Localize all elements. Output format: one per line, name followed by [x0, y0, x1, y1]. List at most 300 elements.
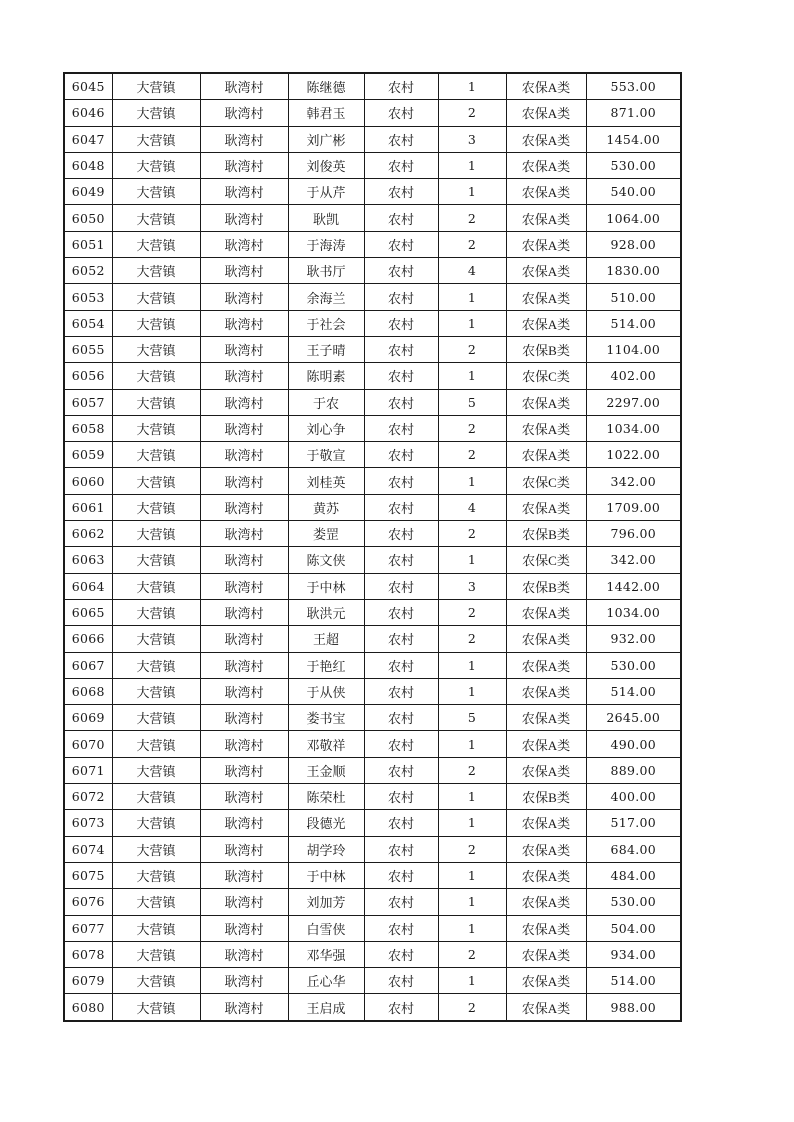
cell-amount: 928.00	[586, 231, 681, 257]
cell-insurance-category: 农保A类	[506, 994, 586, 1021]
cell-amount: 932.00	[586, 626, 681, 652]
cell-amount: 342.00	[586, 547, 681, 573]
cell-serial: 6077	[64, 915, 112, 941]
table-body	[64, 73, 681, 1021]
cell-insurance-category: 农保A类	[506, 678, 586, 704]
cell-name: 王金顺	[288, 757, 364, 783]
cell-town: 大营镇	[112, 968, 200, 994]
cell-residence-type: 农村	[364, 205, 438, 231]
cell-serial: 6060	[64, 468, 112, 494]
cell-insurance-category: 农保A类	[506, 941, 586, 967]
cell-person-count: 1	[438, 678, 506, 704]
cell-amount: 1442.00	[586, 573, 681, 599]
cell-residence-type: 农村	[364, 231, 438, 257]
cell-village: 耿湾村	[200, 126, 288, 152]
cell-residence-type: 农村	[364, 862, 438, 888]
cell-village: 耿湾村	[200, 363, 288, 389]
cell-residence-type: 农村	[364, 389, 438, 415]
cell-village: 耿湾村	[200, 258, 288, 284]
cell-serial: 6076	[64, 889, 112, 915]
cell-amount: 530.00	[586, 652, 681, 678]
table-row	[64, 862, 681, 888]
cell-town: 大营镇	[112, 310, 200, 336]
table-row	[64, 363, 681, 389]
cell-person-count: 1	[438, 73, 506, 100]
cell-town: 大营镇	[112, 889, 200, 915]
cell-name: 陈荣杜	[288, 784, 364, 810]
cell-person-count: 3	[438, 573, 506, 599]
cell-name: 白雪侠	[288, 915, 364, 941]
cell-name: 于社会	[288, 310, 364, 336]
cell-serial: 6070	[64, 731, 112, 757]
cell-village: 耿湾村	[200, 705, 288, 731]
cell-person-count: 2	[438, 521, 506, 547]
cell-insurance-category: 农保A类	[506, 599, 586, 625]
cell-village: 耿湾村	[200, 626, 288, 652]
table-row	[64, 152, 681, 178]
cell-town: 大营镇	[112, 389, 200, 415]
cell-person-count: 5	[438, 705, 506, 731]
cell-name: 于从侠	[288, 678, 364, 704]
cell-serial: 6064	[64, 573, 112, 599]
cell-name: 王启成	[288, 994, 364, 1021]
cell-village: 耿湾村	[200, 494, 288, 520]
cell-insurance-category: 农保A类	[506, 968, 586, 994]
cell-village: 耿湾村	[200, 915, 288, 941]
cell-insurance-category: 农保A类	[506, 231, 586, 257]
cell-amount: 934.00	[586, 941, 681, 967]
table-row	[64, 915, 681, 941]
cell-residence-type: 农村	[364, 784, 438, 810]
cell-village: 耿湾村	[200, 100, 288, 126]
cell-amount: 684.00	[586, 836, 681, 862]
cell-serial: 6046	[64, 100, 112, 126]
cell-insurance-category: 农保A类	[506, 126, 586, 152]
cell-person-count: 1	[438, 784, 506, 810]
cell-serial: 6047	[64, 126, 112, 152]
cell-name: 耿书厅	[288, 258, 364, 284]
cell-amount: 514.00	[586, 678, 681, 704]
cell-village: 耿湾村	[200, 862, 288, 888]
cell-insurance-category: 农保A类	[506, 810, 586, 836]
cell-amount: 1034.00	[586, 599, 681, 625]
cell-insurance-category: 农保A类	[506, 862, 586, 888]
cell-town: 大营镇	[112, 73, 200, 100]
cell-town: 大营镇	[112, 573, 200, 599]
cell-serial: 6061	[64, 494, 112, 520]
cell-insurance-category: 农保A类	[506, 836, 586, 862]
cell-village: 耿湾村	[200, 784, 288, 810]
cell-insurance-category: 农保A类	[506, 494, 586, 520]
cell-insurance-category: 农保A类	[506, 705, 586, 731]
cell-person-count: 2	[438, 836, 506, 862]
cell-town: 大营镇	[112, 284, 200, 310]
cell-insurance-category: 农保A类	[506, 652, 586, 678]
cell-residence-type: 农村	[364, 284, 438, 310]
cell-amount: 988.00	[586, 994, 681, 1021]
cell-name: 邓敬祥	[288, 731, 364, 757]
cell-person-count: 5	[438, 389, 506, 415]
cell-residence-type: 农村	[364, 573, 438, 599]
cell-amount: 1064.00	[586, 205, 681, 231]
cell-town: 大营镇	[112, 258, 200, 284]
cell-town: 大营镇	[112, 336, 200, 362]
cell-serial: 6054	[64, 310, 112, 336]
table-row	[64, 626, 681, 652]
cell-residence-type: 农村	[364, 73, 438, 100]
cell-name: 于农	[288, 389, 364, 415]
cell-person-count: 1	[438, 363, 506, 389]
table-row	[64, 468, 681, 494]
cell-village: 耿湾村	[200, 547, 288, 573]
cell-name: 段德光	[288, 810, 364, 836]
cell-town: 大营镇	[112, 705, 200, 731]
cell-serial: 6057	[64, 389, 112, 415]
cell-town: 大营镇	[112, 862, 200, 888]
cell-name: 于海涛	[288, 231, 364, 257]
cell-residence-type: 农村	[364, 415, 438, 441]
table-row	[64, 678, 681, 704]
cell-town: 大营镇	[112, 231, 200, 257]
cell-name: 刘加芳	[288, 889, 364, 915]
cell-village: 耿湾村	[200, 231, 288, 257]
cell-residence-type: 农村	[364, 994, 438, 1021]
cell-town: 大营镇	[112, 179, 200, 205]
cell-person-count: 2	[438, 415, 506, 441]
table-row	[64, 415, 681, 441]
cell-person-count: 2	[438, 941, 506, 967]
table-row	[64, 521, 681, 547]
cell-name: 邓华强	[288, 941, 364, 967]
table-row	[64, 258, 681, 284]
cell-person-count: 2	[438, 599, 506, 625]
cell-town: 大营镇	[112, 810, 200, 836]
cell-amount: 889.00	[586, 757, 681, 783]
cell-insurance-category: 农保A类	[506, 442, 586, 468]
cell-residence-type: 农村	[364, 941, 438, 967]
cell-name: 黄苏	[288, 494, 364, 520]
cell-serial: 6055	[64, 336, 112, 362]
cell-insurance-category: 农保A类	[506, 100, 586, 126]
cell-village: 耿湾村	[200, 968, 288, 994]
cell-amount: 540.00	[586, 179, 681, 205]
table-row	[64, 547, 681, 573]
table-row	[64, 705, 681, 731]
cell-insurance-category: 农保A类	[506, 415, 586, 441]
cell-amount: 400.00	[586, 784, 681, 810]
cell-town: 大营镇	[112, 757, 200, 783]
cell-village: 耿湾村	[200, 652, 288, 678]
cell-person-count: 1	[438, 810, 506, 836]
cell-town: 大营镇	[112, 915, 200, 941]
table-row	[64, 336, 681, 362]
cell-residence-type: 农村	[364, 968, 438, 994]
cell-town: 大营镇	[112, 836, 200, 862]
table-row	[64, 205, 681, 231]
table-row	[64, 389, 681, 415]
cell-residence-type: 农村	[364, 126, 438, 152]
cell-village: 耿湾村	[200, 836, 288, 862]
cell-serial: 6053	[64, 284, 112, 310]
table-row	[64, 968, 681, 994]
cell-serial: 6059	[64, 442, 112, 468]
cell-amount: 510.00	[586, 284, 681, 310]
table-row	[64, 310, 681, 336]
cell-person-count: 2	[438, 626, 506, 652]
cell-person-count: 1	[438, 284, 506, 310]
cell-person-count: 2	[438, 100, 506, 126]
cell-name: 刘俊英	[288, 152, 364, 178]
cell-serial: 6058	[64, 415, 112, 441]
cell-serial: 6048	[64, 152, 112, 178]
cell-residence-type: 农村	[364, 705, 438, 731]
cell-insurance-category: 农保B类	[506, 521, 586, 547]
cell-person-count: 1	[438, 310, 506, 336]
cell-residence-type: 农村	[364, 521, 438, 547]
cell-residence-type: 农村	[364, 757, 438, 783]
cell-serial: 6063	[64, 547, 112, 573]
cell-insurance-category: 农保B类	[506, 336, 586, 362]
table-row	[64, 73, 681, 100]
cell-serial: 6069	[64, 705, 112, 731]
cell-village: 耿湾村	[200, 336, 288, 362]
cell-name: 陈继德	[288, 73, 364, 100]
cell-residence-type: 农村	[364, 494, 438, 520]
cell-insurance-category: 农保B类	[506, 573, 586, 599]
cell-person-count: 1	[438, 731, 506, 757]
cell-name: 耿凯	[288, 205, 364, 231]
cell-residence-type: 农村	[364, 836, 438, 862]
table-row	[64, 889, 681, 915]
cell-village: 耿湾村	[200, 389, 288, 415]
cell-person-count: 4	[438, 258, 506, 284]
cell-residence-type: 农村	[364, 152, 438, 178]
cell-person-count: 4	[438, 494, 506, 520]
cell-amount: 1830.00	[586, 258, 681, 284]
cell-town: 大营镇	[112, 599, 200, 625]
cell-serial: 6073	[64, 810, 112, 836]
cell-name: 于中林	[288, 573, 364, 599]
cell-insurance-category: 农保A类	[506, 179, 586, 205]
cell-village: 耿湾村	[200, 521, 288, 547]
cell-name: 王超	[288, 626, 364, 652]
cell-insurance-category: 农保A类	[506, 626, 586, 652]
cell-insurance-category: 农保A类	[506, 757, 586, 783]
cell-town: 大营镇	[112, 652, 200, 678]
cell-residence-type: 农村	[364, 258, 438, 284]
cell-name: 余海兰	[288, 284, 364, 310]
cell-village: 耿湾村	[200, 442, 288, 468]
cell-name: 刘心争	[288, 415, 364, 441]
cell-residence-type: 农村	[364, 652, 438, 678]
cell-name: 陈文侠	[288, 547, 364, 573]
cell-serial: 6068	[64, 678, 112, 704]
cell-amount: 1709.00	[586, 494, 681, 520]
cell-amount: 514.00	[586, 310, 681, 336]
table-row	[64, 442, 681, 468]
cell-residence-type: 农村	[364, 100, 438, 126]
cell-residence-type: 农村	[364, 547, 438, 573]
cell-insurance-category: 农保A类	[506, 152, 586, 178]
cell-insurance-category: 农保A类	[506, 889, 586, 915]
cell-serial: 6072	[64, 784, 112, 810]
cell-residence-type: 农村	[364, 678, 438, 704]
cell-person-count: 1	[438, 652, 506, 678]
cell-insurance-category: 农保A类	[506, 205, 586, 231]
cell-name: 于从芹	[288, 179, 364, 205]
cell-amount: 553.00	[586, 73, 681, 100]
cell-person-count: 1	[438, 862, 506, 888]
table-row	[64, 731, 681, 757]
cell-person-count: 2	[438, 442, 506, 468]
table-row	[64, 757, 681, 783]
cell-amount: 2297.00	[586, 389, 681, 415]
cell-town: 大营镇	[112, 126, 200, 152]
cell-amount: 1034.00	[586, 415, 681, 441]
cell-person-count: 1	[438, 915, 506, 941]
cell-residence-type: 农村	[364, 363, 438, 389]
cell-name: 耿洪元	[288, 599, 364, 625]
cell-town: 大营镇	[112, 731, 200, 757]
cell-serial: 6074	[64, 836, 112, 862]
cell-village: 耿湾村	[200, 415, 288, 441]
cell-insurance-category: 农保A类	[506, 731, 586, 757]
cell-name: 娄书宝	[288, 705, 364, 731]
cell-amount: 1022.00	[586, 442, 681, 468]
cell-name: 刘广彬	[288, 126, 364, 152]
cell-town: 大营镇	[112, 415, 200, 441]
cell-town: 大营镇	[112, 100, 200, 126]
cell-serial: 6051	[64, 231, 112, 257]
cell-insurance-category: 农保A类	[506, 310, 586, 336]
cell-village: 耿湾村	[200, 810, 288, 836]
cell-person-count: 1	[438, 179, 506, 205]
cell-person-count: 2	[438, 231, 506, 257]
table-row	[64, 994, 681, 1021]
cell-village: 耿湾村	[200, 284, 288, 310]
cell-residence-type: 农村	[364, 468, 438, 494]
cell-name: 胡学玲	[288, 836, 364, 862]
cell-serial: 6045	[64, 73, 112, 100]
cell-name: 刘桂英	[288, 468, 364, 494]
cell-serial: 6065	[64, 599, 112, 625]
cell-serial: 6049	[64, 179, 112, 205]
cell-amount: 402.00	[586, 363, 681, 389]
cell-person-count: 1	[438, 468, 506, 494]
cell-amount: 530.00	[586, 152, 681, 178]
cell-name: 于敬宣	[288, 442, 364, 468]
cell-insurance-category: 农保A类	[506, 73, 586, 100]
cell-name: 于中林	[288, 862, 364, 888]
table-row	[64, 941, 681, 967]
cell-person-count: 3	[438, 126, 506, 152]
cell-serial: 6066	[64, 626, 112, 652]
cell-residence-type: 农村	[364, 599, 438, 625]
cell-town: 大营镇	[112, 678, 200, 704]
cell-residence-type: 农村	[364, 889, 438, 915]
cell-serial: 6078	[64, 941, 112, 967]
cell-village: 耿湾村	[200, 889, 288, 915]
cell-amount: 342.00	[586, 468, 681, 494]
cell-town: 大营镇	[112, 941, 200, 967]
cell-town: 大营镇	[112, 468, 200, 494]
cell-town: 大营镇	[112, 494, 200, 520]
cell-village: 耿湾村	[200, 678, 288, 704]
cell-residence-type: 农村	[364, 626, 438, 652]
cell-serial: 6075	[64, 862, 112, 888]
cell-town: 大营镇	[112, 626, 200, 652]
cell-serial: 6056	[64, 363, 112, 389]
cell-town: 大营镇	[112, 152, 200, 178]
cell-person-count: 2	[438, 757, 506, 783]
cell-town: 大营镇	[112, 784, 200, 810]
cell-amount: 504.00	[586, 915, 681, 941]
cell-amount: 871.00	[586, 100, 681, 126]
table-row	[64, 100, 681, 126]
cell-residence-type: 农村	[364, 310, 438, 336]
cell-amount: 530.00	[586, 889, 681, 915]
cell-village: 耿湾村	[200, 757, 288, 783]
table-row	[64, 573, 681, 599]
cell-village: 耿湾村	[200, 179, 288, 205]
cell-amount: 490.00	[586, 731, 681, 757]
cell-residence-type: 农村	[364, 915, 438, 941]
table-row	[64, 652, 681, 678]
table-row	[64, 599, 681, 625]
cell-village: 耿湾村	[200, 468, 288, 494]
cell-village: 耿湾村	[200, 731, 288, 757]
cell-insurance-category: 农保C类	[506, 547, 586, 573]
cell-person-count: 2	[438, 205, 506, 231]
cell-name: 王子晴	[288, 336, 364, 362]
cell-town: 大营镇	[112, 547, 200, 573]
cell-amount: 2645.00	[586, 705, 681, 731]
cell-residence-type: 农村	[364, 179, 438, 205]
cell-village: 耿湾村	[200, 73, 288, 100]
cell-serial: 6062	[64, 521, 112, 547]
cell-residence-type: 农村	[364, 810, 438, 836]
cell-town: 大营镇	[112, 521, 200, 547]
cell-name: 娄罡	[288, 521, 364, 547]
cell-serial: 6050	[64, 205, 112, 231]
cell-village: 耿湾村	[200, 573, 288, 599]
table-row	[64, 784, 681, 810]
cell-residence-type: 农村	[364, 731, 438, 757]
cell-amount: 517.00	[586, 810, 681, 836]
cell-town: 大营镇	[112, 442, 200, 468]
cell-village: 耿湾村	[200, 310, 288, 336]
cell-name: 于艳红	[288, 652, 364, 678]
table-row	[64, 810, 681, 836]
cell-serial: 6067	[64, 652, 112, 678]
cell-residence-type: 农村	[364, 442, 438, 468]
cell-town: 大营镇	[112, 363, 200, 389]
cell-insurance-category: 农保C类	[506, 468, 586, 494]
cell-insurance-category: 农保A类	[506, 284, 586, 310]
cell-name: 韩君玉	[288, 100, 364, 126]
cell-insurance-category: 农保A类	[506, 915, 586, 941]
benefits-table	[63, 72, 682, 1022]
table-row	[64, 179, 681, 205]
table-row	[64, 126, 681, 152]
cell-name: 陈明素	[288, 363, 364, 389]
cell-person-count: 1	[438, 547, 506, 573]
cell-amount: 514.00	[586, 968, 681, 994]
cell-amount: 484.00	[586, 862, 681, 888]
cell-village: 耿湾村	[200, 994, 288, 1021]
cell-town: 大营镇	[112, 205, 200, 231]
table-row	[64, 284, 681, 310]
